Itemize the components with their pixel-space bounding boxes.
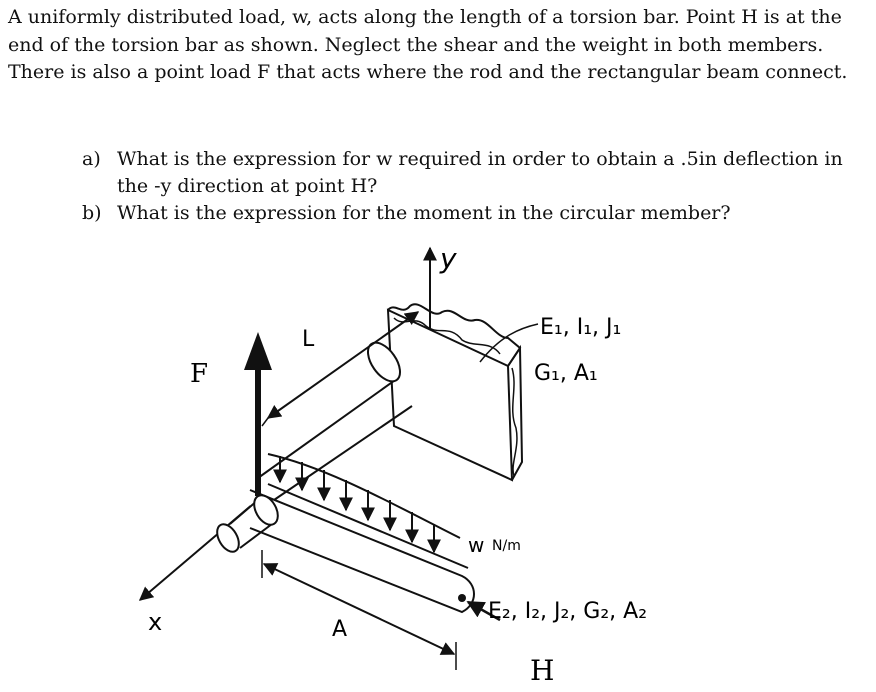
question-letter: b) [82,202,102,224]
problem-statement: A uniformly distributed load, w, acts along the length of a torsion bar. Point H is at the end of the torsion bar as shown. Neglect the shear and the weight in both members. There is also a point load F that acts where the rod and the rectangular beam connect. [8,6,848,83]
A-label: A [332,617,348,642]
member-1-props-line2: G₁, A₁ [534,361,598,386]
member-1-props-line1: E₁, I₁, J₁ [540,315,622,340]
L-label: L [302,327,315,352]
stub-cylinder [213,491,283,555]
H-label: H [530,654,555,687]
rectangular-beam [250,484,474,612]
x-axis [140,498,260,636]
question-text: What is the expression for the moment in the circular member? [117,202,731,224]
question-letter: a) [82,148,101,170]
question-a [82,146,872,200]
member-2-properties [488,599,647,624]
F-label: F [190,359,209,389]
wall-support [388,304,522,480]
point-load-F [190,332,272,496]
y-axis-label: y [440,242,457,275]
x-axis-label: x [148,608,163,636]
torsion-bar-figure [0,228,876,692]
w-label: w [468,533,485,557]
question-b [82,200,872,227]
question-text: What is the expression for w required in order to obtain a .5in deflection in the -y direction at point H? [117,148,843,197]
w-units-label: N/m [492,538,521,554]
member-2-props: E₂, I₂, J₂, G₂, A₂ [488,599,648,624]
question-list [82,146,872,227]
